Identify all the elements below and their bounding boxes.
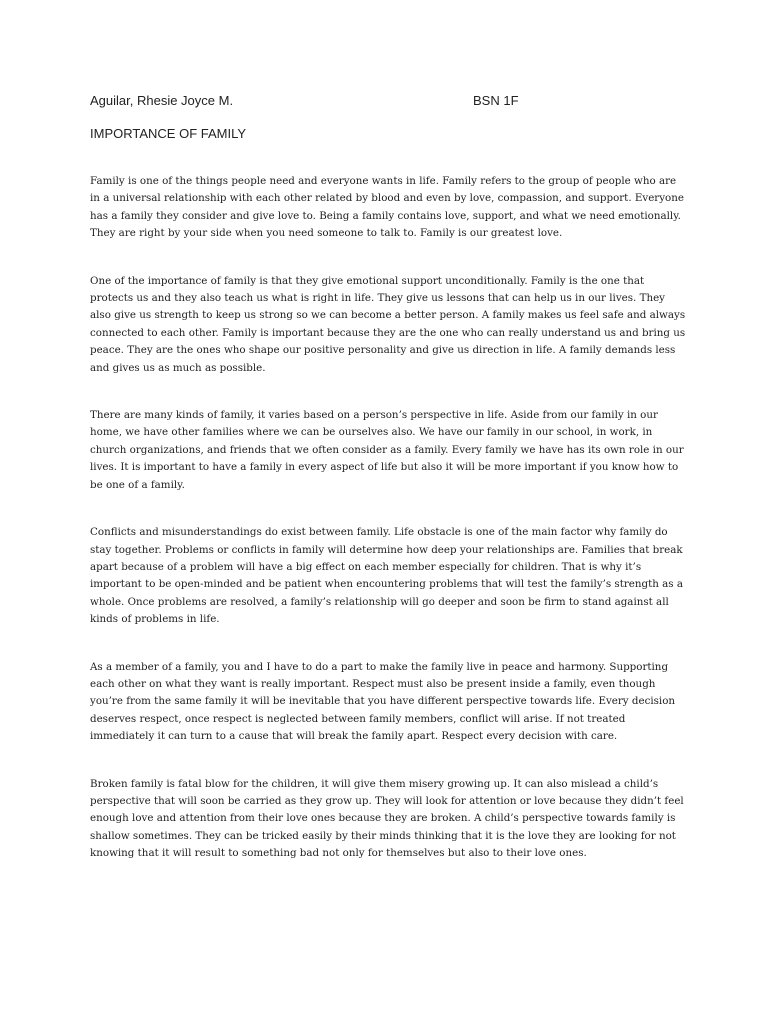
document-title: IMPORTANCE OF FAMILY bbox=[90, 126, 247, 141]
author-name: Aguilar, Rhesie Joyce M. bbox=[90, 93, 234, 108]
paragraph: Broken family is fatal blow for the children, it will give them misery growing up. It can also mislead a child’s perspective that will soon be carried as they grow up. They will look for attention or love because they didn’t feel enough love and attention from their love ones because they are broken. A child’s perspective towards family is shallow sometimes. They can be tricked easily by their minds thinking that it is the love they are looking for not knowing that it will result to something bad not only for themselves but also to their love ones. bbox=[90, 777, 684, 860]
paragraph: There are many kinds of family, it varies based on a person’s perspective in life. Aside from our family in our home, we have other families where we can be ourselves also. We have our family in our school, in work, in church organizations, and friends that we often consider as a family. Every family we have has its own role in our lives. It is important to have a family in every aspect of life but also it will be more important if you know how to be one of a family. bbox=[90, 409, 684, 491]
paragraph: Conflicts and misunderstandings do exist between family. Life obstacle is one of the main factor why family do stay together. Problems or conflicts in family will determine how deep your relationships are. Families that break apart because of a problem will have a big effect on each member especially for children. That is why it’s important to be open-minded and be patient when encountering problems that will test the family’s strength as a whole. Once problems are resolved, a family’s relationship will go deeper and soon be firm to stand against all kinds of problems in life. bbox=[90, 526, 683, 626]
paragraph: As a member of a family, you and I have to do a part to make the family live in peace and harmony. Supporting each other on what they want is really important. Respect must also be present inside a family, even though you’re from the same family it will be inevitable that you have different perspective towards life. Every decision deserves respect, once respect is neglected between family members, conflict will arise. If not treated immediately it can turn to a cause that will break the family apart. Respect every decision with care. bbox=[90, 660, 676, 743]
document-header bbox=[90, 93, 690, 111]
essay-body bbox=[90, 173, 686, 893]
course-section: BSN 1F bbox=[473, 93, 519, 108]
paragraph: Family is one of the things people need and everyone wants in life. Family refers to the group of people who are in a universal relationship with each other related by blood and even by love, compassion, and support. Everyone has a family they consider and give love to. Being a family contains love, support, and what we need emotionally. They are right by your side when you need someone to talk to. Family is our greatest love. bbox=[90, 175, 684, 240]
paragraph: One of the importance of family is that they give emotional support unconditionally. Family is the one that protects us and they also teach us what is right in life. They give us lessons that can help us in our lives. They also give us strength to keep us strong so we can become a better person. A family makes us feel safe and always connected to each other. Family is important because they are the one who can really understand us and bring us peace. They are the ones who shape our positive personality and give us direction in life. A family demands less and gives us as much as possible. bbox=[90, 274, 686, 374]
